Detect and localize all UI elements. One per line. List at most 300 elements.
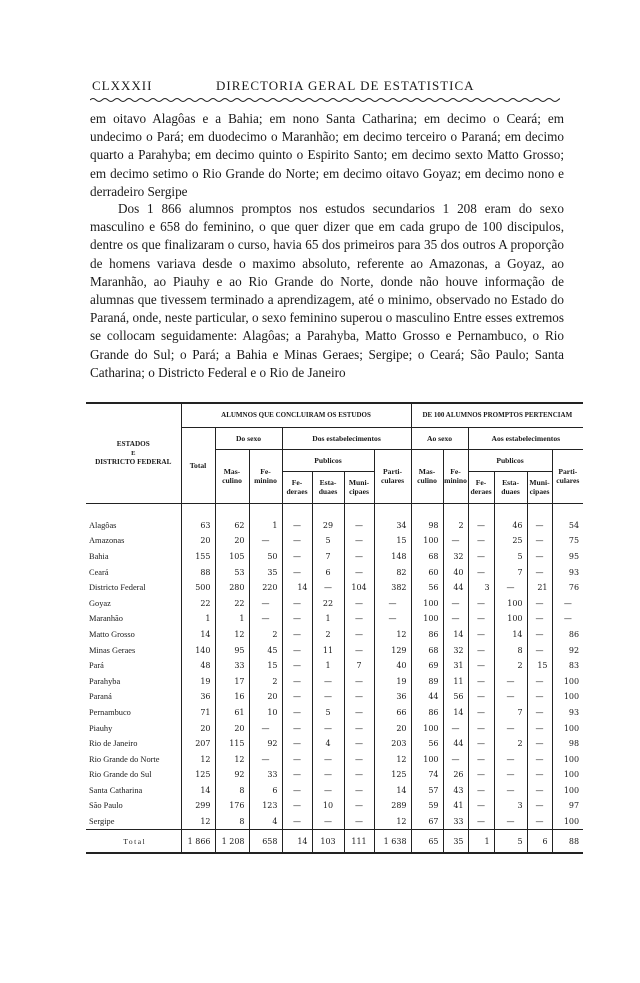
table-row — [86, 533, 583, 549]
table-cell: — — [443, 720, 468, 736]
paragraph-1 — [90, 110, 564, 201]
table-cell: 10 — [249, 705, 282, 721]
table-cell: 20 — [181, 533, 215, 549]
table-cell: — — [249, 720, 282, 736]
table-cell: — — [468, 814, 494, 830]
table-cell: — — [374, 595, 411, 611]
table-cell: — — [249, 595, 282, 611]
table-cell: — — [527, 720, 552, 736]
header-e-label: E — [131, 449, 136, 457]
table-cell: 104 — [344, 580, 374, 596]
table-cell: — — [527, 783, 552, 799]
header-estaduaes-left: Esta- duaes — [312, 471, 344, 503]
table-cell: 31 — [443, 658, 468, 674]
statistics-table — [86, 402, 580, 854]
table-cell: 22 — [181, 595, 215, 611]
table-cell: — — [468, 705, 494, 721]
table-cell: 115 — [215, 736, 249, 752]
table-cell: — — [344, 814, 374, 830]
table-row — [86, 595, 583, 611]
table-cell: 20 — [215, 533, 249, 549]
page-number: CLXXXII — [92, 78, 153, 93]
table-cell: 74 — [411, 767, 443, 783]
table-cell: 100 — [411, 611, 443, 627]
table-cell: — — [282, 767, 312, 783]
table-cell: 1 — [181, 611, 215, 627]
table-cell: 100 — [494, 595, 527, 611]
table-cell: 68 — [411, 549, 443, 565]
table-cell: — — [468, 689, 494, 705]
table-cell: 89 — [411, 673, 443, 689]
table-cell: — — [527, 627, 552, 643]
table-cell: 86 — [411, 627, 443, 643]
table-cell: 60 — [411, 564, 443, 580]
table-cell: 65 — [411, 830, 443, 854]
table-cell: 33 — [215, 658, 249, 674]
table-cell: 33 — [443, 814, 468, 830]
table-cell: 75 — [552, 533, 583, 549]
table-cell: — — [282, 751, 312, 767]
table-cell: 207 — [181, 736, 215, 752]
table-cell: 299 — [181, 798, 215, 814]
table-cell: — — [527, 767, 552, 783]
table-cell: 40 — [374, 658, 411, 674]
table-cell: 1 866 — [181, 830, 215, 854]
table-cell: — — [468, 533, 494, 549]
header-do-sexo: Do sexo — [215, 427, 282, 449]
table-cell: 140 — [181, 642, 215, 658]
table-cell: 20 — [181, 720, 215, 736]
table-row — [86, 783, 583, 799]
table-cell: — — [527, 705, 552, 721]
table-cell: 50 — [249, 549, 282, 565]
table-cell: 93 — [552, 705, 583, 721]
table-cell: 220 — [249, 580, 282, 596]
table-cell: — — [344, 518, 374, 534]
table-cell: — — [312, 689, 344, 705]
table-row — [86, 767, 583, 783]
table-cell: 95 — [215, 642, 249, 658]
table-cell: — — [312, 673, 344, 689]
table-cell: — — [527, 814, 552, 830]
table-cell: — — [527, 689, 552, 705]
table-cell: 8 — [215, 814, 249, 830]
table-cell: 176 — [215, 798, 249, 814]
table-cell: — — [527, 533, 552, 549]
table-cell: 56 — [411, 736, 443, 752]
header-publicos-left: Publicos — [282, 449, 374, 471]
table-cell: — — [527, 595, 552, 611]
table-cell: — — [344, 783, 374, 799]
table-cell: 105 — [215, 549, 249, 565]
table-spacer-row — [86, 503, 583, 518]
table-cell: 10 — [312, 798, 344, 814]
table-cell: 7 — [494, 705, 527, 721]
row-label — [86, 830, 181, 854]
table-cell: 155 — [181, 549, 215, 565]
table-cell: — — [344, 751, 374, 767]
table-cell: 21 — [527, 580, 552, 596]
table-cell: — — [282, 627, 312, 643]
table-cell: — — [494, 720, 527, 736]
table-cell: 7 — [312, 549, 344, 565]
table-cell: 6 — [312, 564, 344, 580]
table-cell: 100 — [411, 595, 443, 611]
table-cell: 2 — [443, 518, 468, 534]
table-cell: 14 — [494, 627, 527, 643]
table-cell: 1 — [215, 611, 249, 627]
row-label: Maranhão — [89, 614, 123, 624]
table-cell: — — [282, 814, 312, 830]
table-cell: 34 — [374, 518, 411, 534]
table-cell: — — [282, 642, 312, 658]
table-cell: — — [344, 673, 374, 689]
row-label: Rio Grande do Norte — [89, 754, 160, 764]
table-cell: 66 — [374, 705, 411, 721]
table-cell: — — [494, 673, 527, 689]
table-cell: — — [527, 798, 552, 814]
table-cell: — — [468, 720, 494, 736]
table-cell: 69 — [411, 658, 443, 674]
table-cell: — — [344, 705, 374, 721]
table-cell: — — [552, 611, 583, 627]
table-cell: 6 — [249, 783, 282, 799]
table-cell: — — [312, 720, 344, 736]
header-estados — [86, 403, 181, 503]
table-cell: — — [249, 533, 282, 549]
table-row — [86, 798, 583, 814]
table-cell: 12 — [215, 751, 249, 767]
table-cell: 100 — [552, 689, 583, 705]
row-label: Amazonas — [89, 536, 125, 546]
table-cell: — — [282, 798, 312, 814]
table-cell: 71 — [181, 705, 215, 721]
table-cell: 11 — [312, 642, 344, 658]
table-cell: — — [494, 814, 527, 830]
table-body — [86, 503, 583, 853]
table-cell: 36 — [181, 689, 215, 705]
table-cell: 100 — [552, 751, 583, 767]
table-cell: 1 — [312, 611, 344, 627]
table-cell: — — [282, 533, 312, 549]
table-cell: 125 — [181, 767, 215, 783]
table-cell: 7 — [494, 564, 527, 580]
header-dos-estab: Dos estabelecimentos — [282, 427, 411, 449]
table-row — [86, 814, 583, 830]
table-cell: 100 — [552, 783, 583, 799]
header-feminino-pct: Fe- minino — [443, 449, 468, 503]
table-cell: 98 — [552, 736, 583, 752]
table-cell: 12 — [215, 627, 249, 643]
table-cell: 17 — [215, 673, 249, 689]
paragraph-2 — [90, 200, 564, 382]
table-cell: 19 — [374, 673, 411, 689]
table-cell: 11 — [443, 673, 468, 689]
table-cell: 40 — [443, 564, 468, 580]
table-cell: 14 — [282, 580, 312, 596]
table-cell: — — [282, 549, 312, 565]
table-cell: 44 — [411, 689, 443, 705]
table-row — [86, 564, 583, 580]
table-row — [86, 627, 583, 643]
table-cell: — — [443, 595, 468, 611]
table-cell: — — [468, 751, 494, 767]
header-ornament-line — [90, 96, 560, 104]
table-cell: 1 — [312, 658, 344, 674]
table-cell: 14 — [181, 627, 215, 643]
table-cell: — — [344, 564, 374, 580]
table-cell: 15 — [527, 658, 552, 674]
table-cell: 97 — [552, 798, 583, 814]
table-cell: 103 — [312, 830, 344, 854]
table-cell: 15 — [249, 658, 282, 674]
table-cell: 61 — [215, 705, 249, 721]
table-cell: 20 — [249, 689, 282, 705]
row-label: Santa Catharina — [89, 785, 143, 795]
table-cell: 35 — [443, 830, 468, 854]
table-cell: 111 — [344, 830, 374, 854]
table-cell: 35 — [249, 564, 282, 580]
table-cell: — — [443, 751, 468, 767]
table-cell: 88 — [552, 830, 583, 854]
header-masculino-pct: Mas- culino — [411, 449, 443, 503]
paragraph-1-text: em oitavo Alagôas e a Bahia; em nono Santa Catharina; em decimo o Ceará; em undecimo o Pará; em duodecimo o Maranhão; em decimo terceiro o Paraná; em decimo quarto a Parahyba; em decimo quinto o Espirito Santo; em decimo sexto Matto Grosso; em decimo setimo o Rio Grande do Norte; em decimo oitavo Goyaz; em decimo nono e derradeiro Sergipe — [90, 111, 564, 199]
table-cell: 1 638 — [374, 830, 411, 854]
table-cell: 29 — [312, 518, 344, 534]
row-label: Rio de Janeiro — [89, 739, 138, 749]
table-cell: — — [374, 611, 411, 627]
table-cell: — — [282, 595, 312, 611]
table-cell: 123 — [249, 798, 282, 814]
table-cell: 8 — [494, 642, 527, 658]
table-cell: 14 — [443, 705, 468, 721]
table-cell: — — [552, 595, 583, 611]
table-cell: 1 — [468, 830, 494, 854]
table-cell: — — [527, 549, 552, 565]
table-row — [86, 736, 583, 752]
table-cell: — — [468, 673, 494, 689]
total-label: Total — [123, 836, 147, 846]
table-cell: — — [282, 736, 312, 752]
table-cell: — — [468, 611, 494, 627]
table-cell: 2 — [494, 658, 527, 674]
table-cell: — — [344, 549, 374, 565]
table-cell: — — [494, 751, 527, 767]
table-cell: 59 — [411, 798, 443, 814]
table-cell: 382 — [374, 580, 411, 596]
table-cell: 100 — [552, 673, 583, 689]
table-cell: 36 — [374, 689, 411, 705]
table-cell: 25 — [494, 533, 527, 549]
table-cell: 100 — [411, 751, 443, 767]
table-cell: — — [344, 642, 374, 658]
table-cell: 129 — [374, 642, 411, 658]
table-cell: 92 — [249, 736, 282, 752]
table-cell: 32 — [443, 642, 468, 658]
table-cell: — — [527, 736, 552, 752]
paragraph-2-text: Dos 1 866 alumnos promptos nos estudos secundarios 1 208 eram do sexo masculino e 658 do feminino, o que quer dizer que em cada grupo de 100 discipulos, dentre os que finalizaram o curso, havia 65 dos primeiros para 35 dos outros A proporção de homens variava desde o maximo absoluto, referente ao Amazonas, a Goyaz, ao Maranhão, ao Piauhy e ao Rio Grande do Norte, donde não houve informação de alumnas que tivessem terminado a aprendizagem, até o minimo, observado no Estado do Paraná, onde, neste particular, o sexo feminino superou o masculino Entre esses extremos se collocam seguidamente: Alagôas; a Parahyba, Matto Grosso e Pernambuco, o Rio Grande do Sul; o Pará; a Bahia e Minas Geraes; Sergipe; o Ceará; São Paulo; Santa Catharina; o Districto Federal e o Rio de Janeiro — [90, 201, 564, 380]
table-row — [86, 689, 583, 705]
table-total-row — [86, 830, 583, 854]
table-cell: — — [468, 549, 494, 565]
table-cell: — — [468, 783, 494, 799]
table-cell: 203 — [374, 736, 411, 752]
table-cell: 26 — [443, 767, 468, 783]
table-cell: — — [282, 611, 312, 627]
table-cell: 100 — [552, 720, 583, 736]
table-row — [86, 642, 583, 658]
row-label: Sergipe — [89, 817, 115, 827]
table-cell: — — [468, 736, 494, 752]
table-cell: 6 — [527, 830, 552, 854]
table-cell: 32 — [443, 549, 468, 565]
table-cell: — — [282, 564, 312, 580]
header-federaes-left: Fe- deraes — [282, 471, 312, 503]
table-cell: 54 — [552, 518, 583, 534]
row-label: Bahia — [89, 551, 109, 561]
table-cell: 100 — [411, 720, 443, 736]
table-cell: 100 — [411, 533, 443, 549]
table-cell: 95 — [552, 549, 583, 565]
row-label: Parahyba — [89, 676, 121, 686]
table-cell: 12 — [374, 814, 411, 830]
table-cell: — — [527, 673, 552, 689]
table-cell: 14 — [374, 783, 411, 799]
table-cell: — — [527, 611, 552, 627]
table-cell: 12 — [374, 751, 411, 767]
page-header — [92, 78, 562, 98]
table-row — [86, 580, 583, 596]
header-group-left: ALUMNOS QUE CONCLUIRAM OS ESTUDOS — [181, 403, 411, 427]
header-group-right: DE 100 ALUMNOS PROMPTOS PERTENCIAM — [411, 403, 583, 427]
table-cell: 100 — [552, 814, 583, 830]
table-cell: 83 — [552, 658, 583, 674]
table-cell: 22 — [312, 595, 344, 611]
table-cell: — — [312, 751, 344, 767]
table-cell: 20 — [374, 720, 411, 736]
table-row — [86, 549, 583, 565]
table-cell: 7 — [344, 658, 374, 674]
table-cell: 33 — [249, 767, 282, 783]
table-cell: — — [494, 580, 527, 596]
row-label: Districto Federal — [89, 583, 146, 593]
table-cell: — — [494, 767, 527, 783]
table-cell: 76 — [552, 580, 583, 596]
table-cell: — — [468, 518, 494, 534]
table-cell: — — [468, 658, 494, 674]
table-cell: — — [344, 720, 374, 736]
running-title: DIRECTORIA GERAL DE ESTATISTICA — [216, 78, 475, 93]
table-cell: — — [344, 798, 374, 814]
table-cell: 280 — [215, 580, 249, 596]
row-label: Rio Grande do Sul — [89, 770, 152, 780]
header-total: Total — [181, 427, 215, 503]
table-cell: — — [249, 611, 282, 627]
header-estaduaes-right: Esta- duaes — [494, 471, 527, 503]
table-cell: — — [312, 783, 344, 799]
table-cell: — — [312, 767, 344, 783]
table-cell: 2 — [249, 627, 282, 643]
header-districto-label: DISTRICTO FEDERAL — [95, 457, 172, 466]
table-cell: — — [443, 533, 468, 549]
table-cell: — — [282, 673, 312, 689]
table-cell: 2 — [312, 627, 344, 643]
table-cell: 67 — [411, 814, 443, 830]
table-cell: — — [468, 595, 494, 611]
table-cell: 56 — [411, 580, 443, 596]
table-row — [86, 720, 583, 736]
row-label: Goyaz — [89, 598, 111, 608]
table-cell: — — [527, 642, 552, 658]
table-cell: 44 — [443, 736, 468, 752]
table-cell: — — [468, 627, 494, 643]
table-cell: — — [527, 751, 552, 767]
header-particulares-right: Parti- culares — [552, 449, 583, 503]
table-cell: 2 — [249, 673, 282, 689]
table-cell: 86 — [552, 627, 583, 643]
row-label: Minas Geraes — [89, 645, 136, 655]
table-cell: 53 — [215, 564, 249, 580]
table-cell: — — [344, 767, 374, 783]
header-feminino: Fe- minino — [249, 449, 282, 503]
table-cell: — — [494, 689, 527, 705]
table-cell: 46 — [494, 518, 527, 534]
table-row — [86, 751, 583, 767]
row-label: Pará — [89, 661, 104, 671]
table-cell: — — [468, 642, 494, 658]
table-cell: 500 — [181, 580, 215, 596]
table-cell: — — [282, 720, 312, 736]
table-cell: 12 — [181, 751, 215, 767]
table-cell: 5 — [312, 705, 344, 721]
header-ao-sexo: Ao sexo — [411, 427, 468, 449]
table-cell: — — [312, 814, 344, 830]
table-cell: 14 — [443, 627, 468, 643]
table-cell: 48 — [181, 658, 215, 674]
table-cell: — — [344, 611, 374, 627]
table-row — [86, 518, 583, 534]
table-cell: 12 — [374, 627, 411, 643]
table-cell: 63 — [181, 518, 215, 534]
table-cell: — — [249, 751, 282, 767]
table-cell: — — [344, 689, 374, 705]
table-cell: 2 — [494, 736, 527, 752]
table-cell: 148 — [374, 549, 411, 565]
table-cell: — — [344, 736, 374, 752]
table-cell: 5 — [494, 830, 527, 854]
table-row — [86, 611, 583, 627]
table-cell: 3 — [468, 580, 494, 596]
table-cell: 20 — [215, 720, 249, 736]
table-cell: 4 — [249, 814, 282, 830]
table-cell: — — [282, 658, 312, 674]
table-cell: 5 — [494, 549, 527, 565]
table-cell: 86 — [411, 705, 443, 721]
table-cell: 1 208 — [215, 830, 249, 854]
header-municipaes-left: Muni- cipaes — [344, 471, 374, 503]
table-cell: 8 — [215, 783, 249, 799]
row-label: São Paulo — [89, 801, 123, 811]
table-cell: 15 — [374, 533, 411, 549]
table-cell: 98 — [411, 518, 443, 534]
table-cell: 289 — [374, 798, 411, 814]
row-label: Piauhy — [89, 723, 113, 733]
table-cell: 56 — [443, 689, 468, 705]
table-cell: — — [344, 533, 374, 549]
table-cell: 1 — [249, 518, 282, 534]
header-publicos-right: Publicos — [468, 449, 552, 471]
header-estados-label: ESTADOS — [116, 439, 150, 448]
